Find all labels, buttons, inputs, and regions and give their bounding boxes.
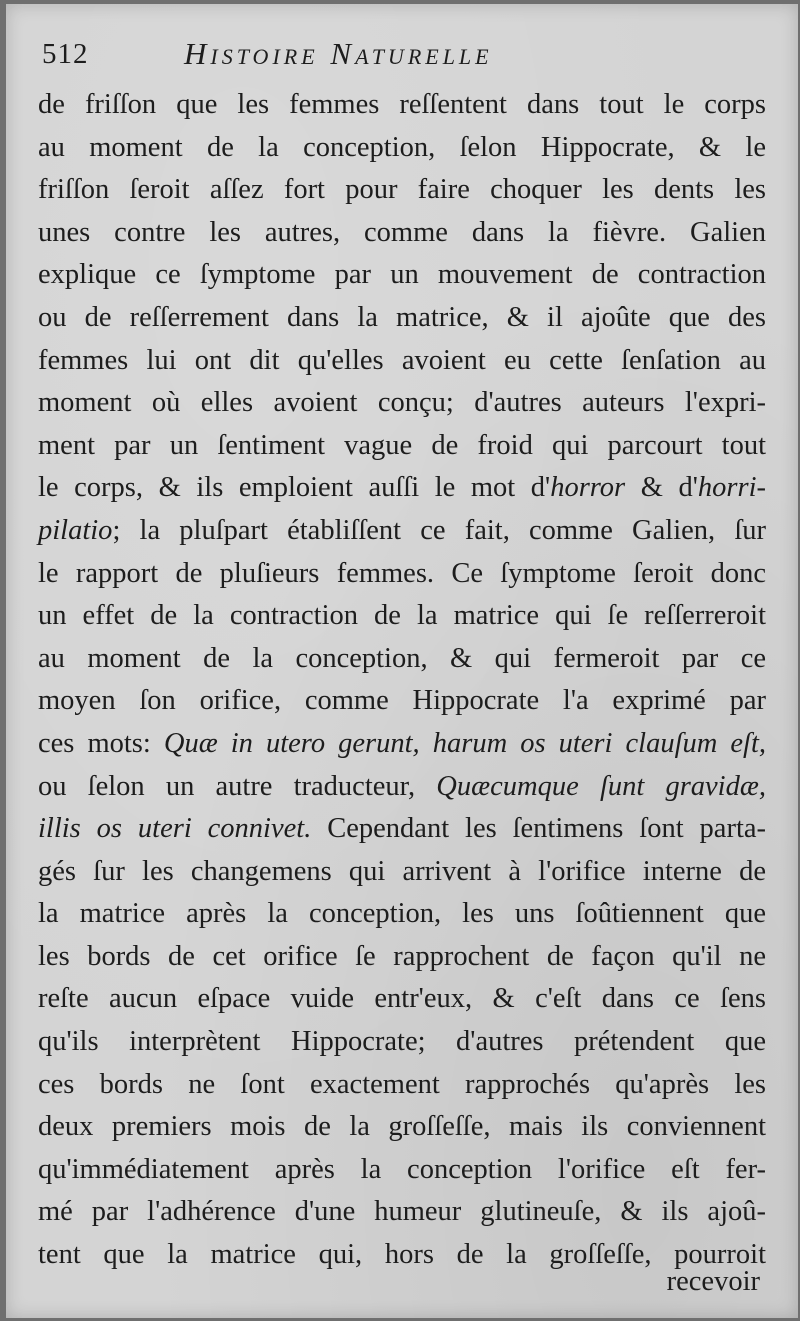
text-line: au moment de la conception, ſelon Hippocrate, & le <box>38 131 766 163</box>
text-line: au moment de la conception, & qui fermeroit par ce <box>38 642 766 674</box>
text-line: deux premiers mois de la groſſeſſe, mais ils conviennent <box>38 1111 766 1143</box>
text-line: gés ſur les changemens qui arrivent à l'orifice interne de <box>38 855 766 887</box>
text-line: de friſſon que les femmes reſſentent dans tout le corps <box>38 89 766 120</box>
text-line: illis os uteri connivet. Cependant les ſentimens ſont parta- <box>38 813 767 845</box>
text-line: unes contre les autres, comme dans la fièvre. Galien <box>38 216 766 248</box>
text-line: moment où elles avoient conçu; d'autres auteurs l'expri- <box>38 387 766 419</box>
text-line: ou ſelon un autre traducteur, Quæcumque ſunt gravidæ, <box>38 770 766 802</box>
text-line: ces mots: Quæ in utero gerunt, harum os uteri clauſum eſt, <box>38 727 766 759</box>
body-text <box>38 84 766 1277</box>
text-line: ces bords ne ſont exactement rapprochés qu'après les <box>38 1068 766 1100</box>
text-line: la matrice après la conception, les uns ſoûtiennent que <box>38 898 766 930</box>
catchword: recevoir <box>666 1266 760 1297</box>
book-page <box>6 4 798 1318</box>
text-line: moyen ſon orifice, comme Hippocrate l'a exprimé par <box>38 685 766 717</box>
text-line: reſte aucun eſpace vuide entr'eux, & c'eſt dans ce ſens <box>38 983 766 1015</box>
text-line: mé par l'adhérence d'une humeur glutineuſe, & ils ajoû- <box>38 1196 766 1228</box>
text-line: ou de reſſerrement dans la matrice, & il ajoûte que des <box>38 301 766 333</box>
text-line: pilatio; la pluſpart établiſſent ce fait, comme Galien, ſur <box>38 514 766 546</box>
text-line: ment par un ſentiment vague de froid qui parcourt tout <box>38 429 766 461</box>
text-line: friſſon ſeroit aſſez fort pour faire choquer les dents les <box>38 174 766 206</box>
page-number: 512 <box>42 38 89 70</box>
text-line: tent que la matrice qui, hors de la groſſeſſe, pourroit <box>38 1239 766 1271</box>
text-line: le corps, & ils emploient auſſi le mot d'horror & d'horri- <box>38 472 766 504</box>
text-line: qu'immédiatement après la conception l'orifice eſt fer- <box>38 1153 766 1185</box>
text-line: le rapport de pluſieurs femmes. Ce ſymptome ſeroit donc <box>38 557 766 589</box>
text-line: les bords de cet orifice ſe rapprochent de façon qu'il ne <box>38 940 766 972</box>
page-header <box>34 34 774 78</box>
text-line: explique ce ſymptome par un mouvement de contraction <box>38 259 766 291</box>
text-line: femmes lui ont dit qu'elles avoient eu cette ſenſation au <box>38 344 766 376</box>
text-line: qu'ils interprètent Hippocrate; d'autres prétendent que <box>38 1026 766 1058</box>
text-line: un effet de la contraction de la matrice qui ſe reſſerreroit <box>38 600 766 632</box>
running-title: Histoire Naturelle <box>184 36 493 71</box>
